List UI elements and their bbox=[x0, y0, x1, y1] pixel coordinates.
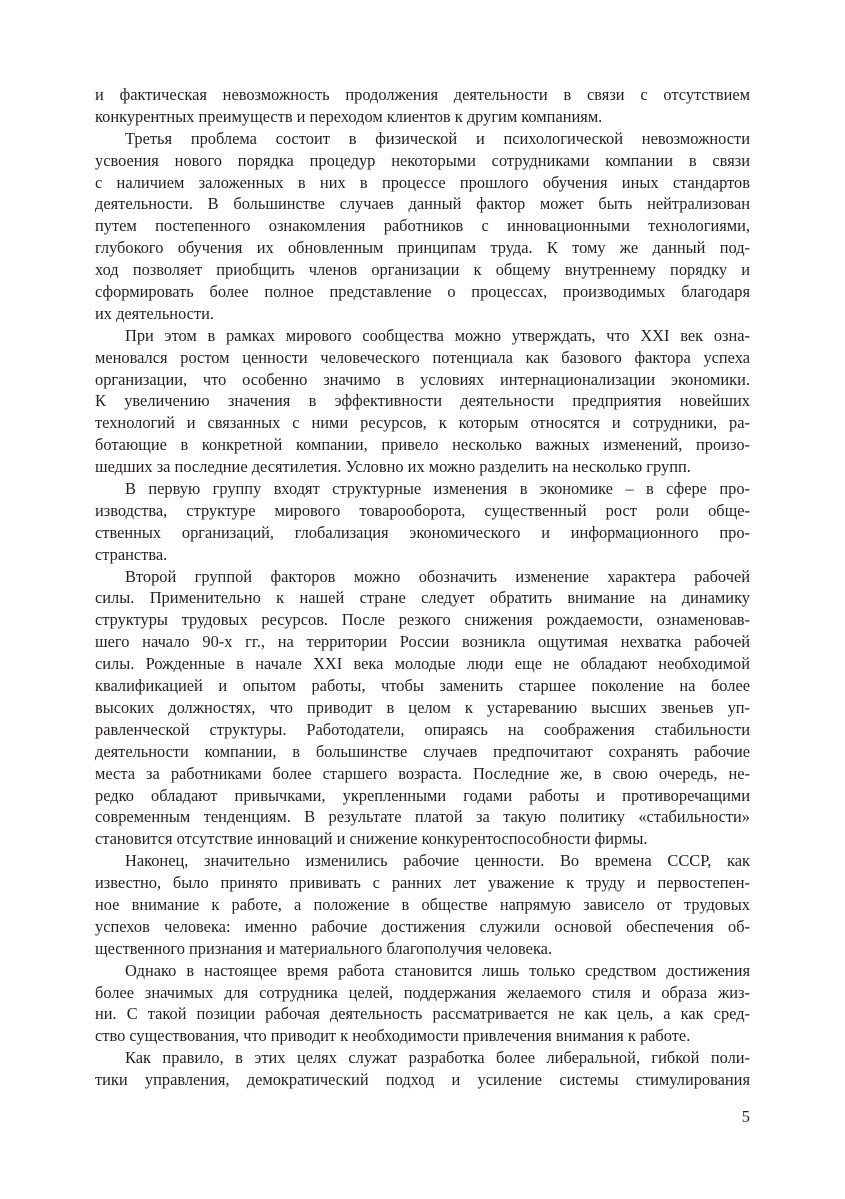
text-line: шедших за последние десятилетия. Условно их можно разделить на несколько групп. bbox=[95, 457, 691, 477]
text-line: меновался ростом ценности человеческого потенциала как базового фактора успеха bbox=[95, 347, 750, 367]
text-line: известно, было принято прививать с ранних лет уважение к труду и первостепен- bbox=[95, 873, 750, 893]
text-line: редко обладают привычками, укрепленными годами работы и противоречащими bbox=[95, 785, 750, 805]
text-line: ход позволяет приобщить членов организации к общему внутреннему порядку и bbox=[95, 260, 750, 280]
text-line: силы. Применительно к нашей стране следует обратить внимание на динамику bbox=[95, 588, 750, 608]
text-line: ственных организаций, глобализация экономического и информационного про- bbox=[95, 522, 750, 542]
page-number: 5 bbox=[741, 1107, 750, 1126]
text-line: Третья проблема состоит в физической и психологической невозможности bbox=[125, 128, 750, 148]
text-line: конкурентных преимуществ и переходом клиентов к другим компаниям. bbox=[95, 106, 603, 126]
page-body-text bbox=[95, 84, 750, 1091]
text-line: с наличием заложенных в них в процессе прошлого обучения иных стандартов bbox=[95, 172, 750, 192]
text-line: щественного признания и материального благополучия человека. bbox=[95, 938, 553, 958]
text-line: равленческой структуры. Работодатели, опираясь на соображения стабильности bbox=[95, 719, 750, 739]
text-line: современным тенденциям. В результате платой за такую политику «стабильности» bbox=[95, 807, 750, 827]
text-line: изводства, структуре мирового товарооборота, существенный рост роли обще- bbox=[95, 500, 750, 520]
text-line: успехов человека: именно рабочие достижения служили основой обеспечения об- bbox=[95, 916, 750, 936]
text-line: усвоения нового порядка процедур некоторыми сотрудниками компании в связи bbox=[95, 150, 750, 170]
text-line: высоких должностях, что приводит в целом к устареванию высших звеньев уп- bbox=[95, 697, 750, 717]
text-line: путем постепенного ознакомления работников с инновационными технологиями, bbox=[95, 216, 750, 236]
text-line: Наконец, значительно изменились рабочие ценности. Во времена СССР, как bbox=[125, 851, 750, 871]
text-line: шего начало 90-х гг., на территории России возникла ощутимая нехватка рабочей bbox=[95, 632, 750, 652]
text-line: технологий и связанных с ними ресурсов, к которым относятся и сотрудники, ра- bbox=[95, 413, 750, 433]
text-line: сформировать более полное представление о процессах, производимых благодаря bbox=[95, 282, 750, 302]
text-line: места за работниками более старшего возраста. Последние же, в свою очередь, не- bbox=[95, 763, 750, 783]
text-line: структуры трудовых ресурсов. После резкого снижения рождаемости, ознаменовав- bbox=[95, 610, 750, 630]
text-line: деятельности. В большинстве случаев данный фактор может быть нейтрализован bbox=[95, 194, 750, 214]
text-line: организации, что особенно значимо в условиях интернационализации экономики. bbox=[95, 369, 750, 389]
text-line: При этом в рамках мирового сообщества можно утверждать, что XXI век озна- bbox=[125, 325, 750, 345]
text-line: тики управления, демократический подход и усиление системы стимулирования bbox=[95, 1070, 750, 1090]
text-line: квалификацией и опытом работы, чтобы заменить старшее поколение на более bbox=[95, 676, 750, 696]
text-line: Однако в настоящее время работа становится лишь только средством достижения bbox=[125, 960, 750, 980]
text-line: ни. С такой позиции рабочая деятельность рассматривается не как цель, а как сред- bbox=[95, 1004, 750, 1024]
text-line: ство существования, что приводит к необходимости привлечения внимания к работе. bbox=[95, 1026, 691, 1046]
text-line: В первую группу входят структурные изменения в экономике – в сфере про- bbox=[125, 479, 750, 499]
text-line: Второй группой факторов можно обозначить изменение характера рабочей bbox=[125, 566, 750, 586]
text-line: ное внимание к работе, а положение в обществе напрямую зависело от трудовых bbox=[95, 894, 750, 914]
text-line: силы. Рожденные в начале XXI века молодые люди еще не обладают необходимой bbox=[95, 654, 750, 674]
text-line: глубокого обучения их обновленным принципам труда. К тому же данный под- bbox=[95, 238, 750, 258]
text-line: К увеличению значения в эффективности деятельности предприятия новейших bbox=[95, 391, 750, 411]
text-line: становится отсутствие инноваций и снижение конкурентоспособности фирмы. bbox=[95, 829, 648, 849]
text-line: и фактическая невозможность продолжения деятельности в связи с отсутствием bbox=[95, 85, 750, 104]
text-line: более значимых для сотрудника целей, поддержания желаемого стиля и образа жиз- bbox=[95, 982, 750, 1002]
text-line: Как правило, в этих целях служат разработка более либеральной, гибкой поли- bbox=[125, 1048, 750, 1068]
text-line: их деятельности. bbox=[95, 303, 214, 323]
text-line: деятельности компании, в большинстве случаев предпочитают сохранять рабочие bbox=[95, 741, 750, 761]
text-line: странства. bbox=[95, 544, 168, 564]
text-line: ботающие в конкретной компании, привело несколько важных изменений, произо- bbox=[95, 435, 750, 455]
